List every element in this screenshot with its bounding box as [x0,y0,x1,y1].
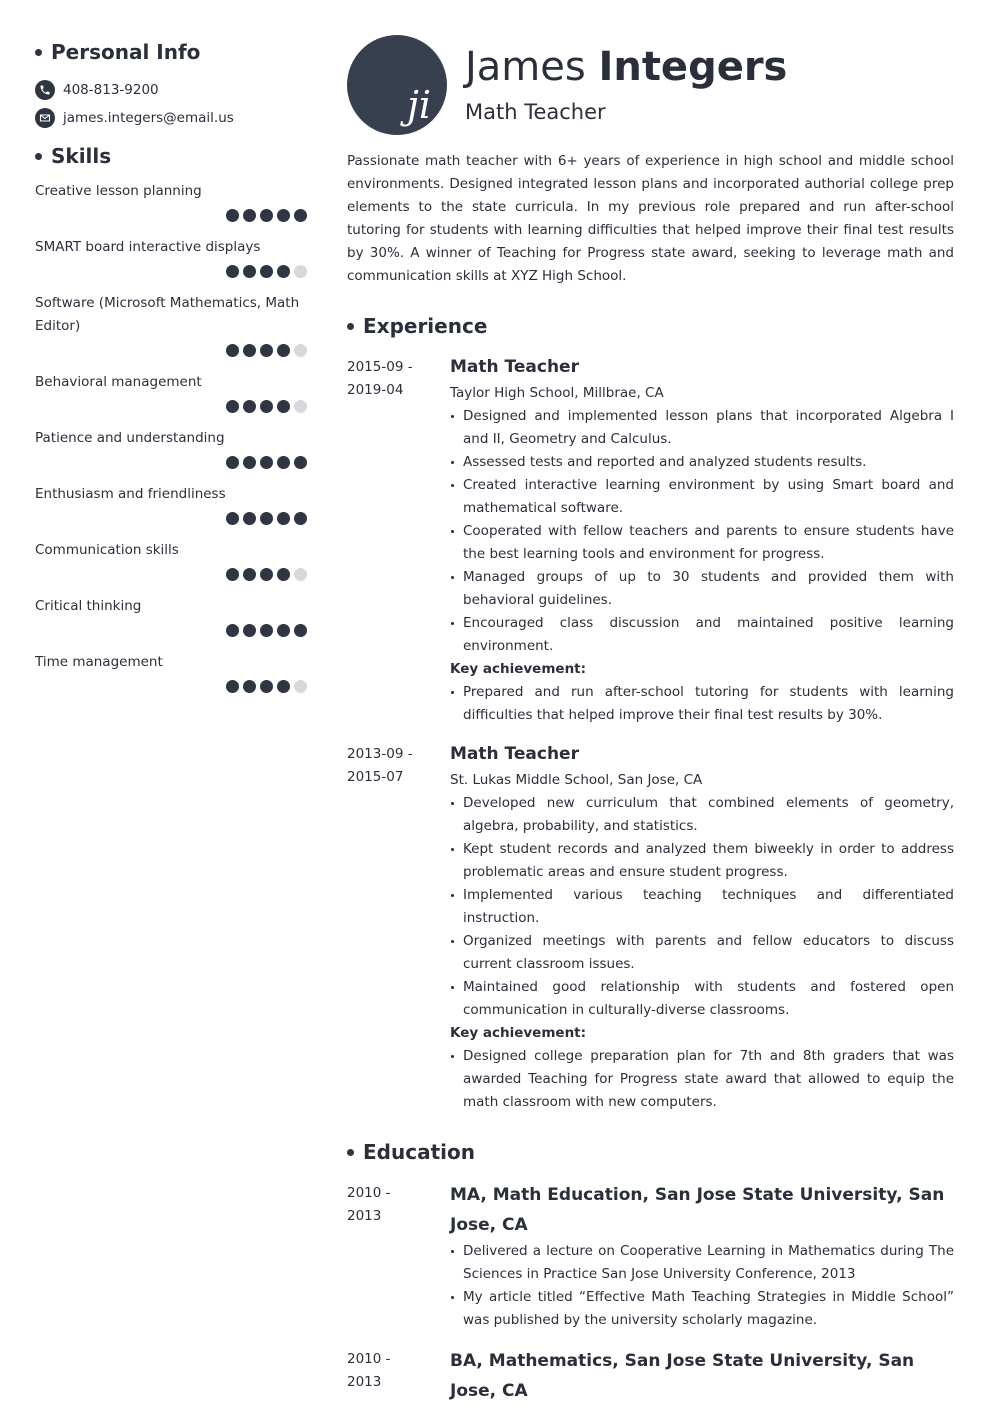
skill-name: Critical thinking [35,598,142,614]
skill-item [35,371,307,413]
entry-body [450,741,954,1114]
skill-rating [35,568,307,581]
rating-dot-filled [243,209,256,222]
skills-heading: Skills [35,142,307,170]
name-block [465,43,787,127]
sidebar [35,38,307,707]
date-end: 2013 [347,1374,382,1390]
entry-date [347,1180,450,1332]
skill-rating [35,265,307,278]
rating-dot-filled [243,344,256,357]
education-detail-item: My article titled “Effective Math Teaching Strategies in Middle School” was published by the university scholarly magazine. [450,1286,954,1332]
rating-dot-filled [260,265,273,278]
entry-body [450,1180,954,1332]
rating-dot-filled [260,568,273,581]
education-heading: Education [347,1138,954,1166]
skill-rating [35,680,307,693]
skill-name: Patience and understanding [35,430,225,446]
skill-item [35,427,307,469]
rating-dot-filled [226,568,239,581]
last-name: Integers [598,44,788,90]
entry-date [347,741,450,1114]
key-achievement-label: Key achievement: [450,1025,587,1041]
rating-dot-filled [243,680,256,693]
skill-item [35,180,307,222]
rating-dot-filled [226,456,239,469]
duty-item: Managed groups of up to 30 students and provided them with behavioral guidelines. [450,566,954,612]
duty-item: Implemented various teaching techniques and differentiated instruction. [450,884,954,930]
rating-dot-empty [294,568,307,581]
rating-dot-filled [260,624,273,637]
duty-item: Developed new curriculum that combined elements of geometry, algebra, probability, and statistics. [450,792,954,838]
avatar [347,35,447,135]
key-achievement-label: Key achievement: [450,661,587,677]
degree-title: BA, Mathematics, San Jose State University, San Jose, CA [450,1351,915,1401]
rating-dot-filled [260,512,273,525]
rating-dot-filled [277,344,290,357]
achievement-item: Prepared and run after-school tutoring for students with learning difficulties that helped improve their final test results by 30%. [450,681,954,727]
rating-dot-filled [260,400,273,413]
experience-entry [347,741,954,1114]
rating-dot-filled [226,512,239,525]
skill-name: Software (Microsoft Mathematics, Math Editor) [35,295,300,334]
date-start: 2010 - [347,1351,391,1367]
date-end: 2019-04 [347,382,404,398]
skill-item [35,292,307,357]
skills-list [35,180,307,693]
rating-dot-filled [277,456,290,469]
rating-dot-filled [277,512,290,525]
rating-dot-filled [277,680,290,693]
education-detail-item: Delivered a lecture on Cooperative Learning in Mathematics during The Sciences in Practice San Jose University Conference, 2013 [450,1240,954,1286]
entry-date [347,354,450,727]
phone-icon [35,80,55,100]
job-title: Math Teacher [450,357,579,377]
experience-list [347,354,954,1114]
resume-header [347,35,954,135]
experience-entry [347,354,954,727]
rating-dot-filled [226,400,239,413]
rating-dot-filled [226,624,239,637]
rating-dot-filled [226,344,239,357]
skill-item [35,595,307,637]
job-role: Math Teacher [465,100,606,124]
rating-dot-filled [243,568,256,581]
entry-date [347,1346,450,1406]
job-title: Math Teacher [450,744,579,764]
rating-dot-filled [294,624,307,637]
rating-dot-filled [277,265,290,278]
achievements-list [450,681,954,727]
avatar-initials: ji [407,83,431,127]
main-content [347,35,954,1406]
skill-name: Behavioral management [35,374,202,390]
duties-list [450,792,954,1022]
skill-name: Communication skills [35,542,179,558]
rating-dot-filled [294,456,307,469]
first-name: James [465,44,586,90]
skill-rating [35,209,307,222]
rating-dot-filled [277,209,290,222]
skill-rating [35,400,307,413]
rating-dot-filled [243,456,256,469]
employer: St. Lukas Middle School, San Jose, CA [450,772,703,788]
education-entry [347,1180,954,1332]
skill-name: Creative lesson planning [35,183,202,199]
duty-item: Kept student records and analyzed them biweekly in order to address problematic areas and ensure student progress. [450,838,954,884]
rating-dot-filled [260,209,273,222]
rating-dot-empty [294,344,307,357]
date-start: 2015-09 - [347,359,413,375]
achievements-list [450,1045,954,1114]
rating-dot-filled [260,680,273,693]
skill-item [35,483,307,525]
entry-body [450,354,954,727]
duty-item: Maintained good relationship with students and fostered open communication in culturally-diverse classrooms. [450,976,954,1022]
summary-paragraph: Passionate math teacher with 6+ years of experience in high school and middle school environments. Designed integrated lesson plans and incorporated authorial college prep elements to the state curricula. In my previous role prepared and run after-school tutoring for students with learning difficulties that helped improve their final test results by 30%. A winner of Teaching for Progress state award, seeking to leverage math and communication skills at XYZ High School. [347,153,954,284]
education-entry [347,1346,954,1406]
duty-item: Organized meetings with parents and fellow educators to discuss current classroom issues. [450,930,954,976]
rating-dot-empty [294,400,307,413]
date-start: 2010 - [347,1185,391,1201]
date-start: 2013-09 - [347,746,413,762]
rating-dot-filled [260,456,273,469]
duty-item: Assessed tests and reported and analyzed students results. [450,451,954,474]
rating-dot-filled [226,209,239,222]
skill-rating [35,456,307,469]
contact-list [35,76,307,132]
experience-heading: Experience [347,312,954,340]
rating-dot-filled [294,512,307,525]
duty-item: Created interactive learning environment by using Smart board and mathematical software. [450,474,954,520]
full-name [465,43,787,91]
skill-rating [35,624,307,637]
skill-name: Time management [35,654,163,670]
achievement-item: Designed college preparation plan for 7th and 8th graders that was awarded Teaching for Progress state award that allowed to equip the math classroom with new computers. [450,1045,954,1114]
skill-name: SMART board interactive displays [35,239,261,255]
duty-item: Cooperated with fellow teachers and parents to ensure students have the best learning tools and environment for progress. [450,520,954,566]
rating-dot-filled [277,400,290,413]
duty-item: Encouraged class discussion and maintained positive learning environment. [450,612,954,658]
entry-body [450,1346,954,1406]
rating-dot-filled [243,624,256,637]
skill-item [35,539,307,581]
rating-dot-filled [260,344,273,357]
rating-dot-filled [243,512,256,525]
rating-dot-filled [277,568,290,581]
envelope-icon [35,108,55,128]
rating-dot-filled [226,680,239,693]
skill-rating [35,512,307,525]
employer: Taylor High School, Millbrae, CA [450,385,664,401]
phone-number: 408-813-9200 [63,82,159,98]
date-end: 2013 [347,1208,382,1224]
rating-dot-filled [277,624,290,637]
skill-rating [35,344,307,357]
degree-title: MA, Math Education, San Jose State University, San Jose, CA [450,1185,945,1235]
skill-item [35,236,307,278]
rating-dot-filled [294,209,307,222]
rating-dot-filled [243,265,256,278]
email-address: james.integers@email.us [63,110,234,126]
duty-item: Designed and implemented lesson plans that incorporated Algebra I and II, Geometry and Calculus. [450,405,954,451]
rating-dot-filled [226,265,239,278]
rating-dot-empty [294,680,307,693]
duties-list [450,405,954,658]
education-details [450,1240,954,1332]
education-list [347,1180,954,1406]
phone-row [35,76,307,104]
rating-dot-filled [243,400,256,413]
skill-name: Enthusiasm and friendliness [35,486,226,502]
email-row [35,104,307,132]
skill-item [35,651,307,693]
rating-dot-empty [294,265,307,278]
date-end: 2015-07 [347,769,404,785]
personal-info-heading: Personal Info [35,38,307,66]
